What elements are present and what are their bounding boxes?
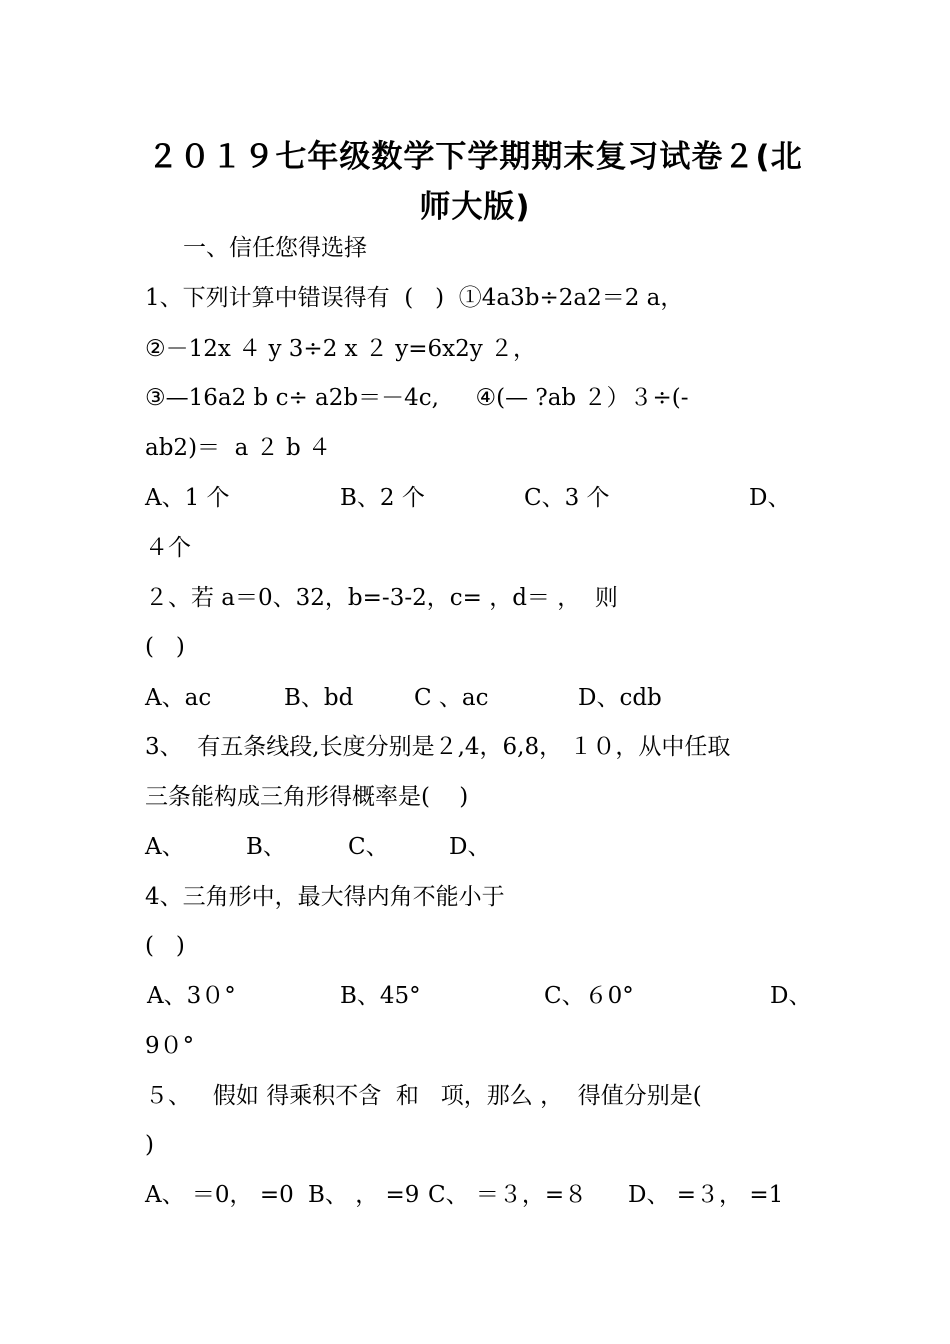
q5-option-a: A、 ＝0， =0: [145, 1182, 294, 1208]
q1-option-a: A、1 个: [145, 485, 230, 511]
q1-line-3: ③—16a2 b c÷ a2b＝－4c, ④(— ?ab ２）３÷(-: [145, 385, 689, 411]
q3-option-b: B、: [246, 834, 286, 860]
q3-option-a: A、: [145, 834, 185, 860]
q1-option-d-continued: ４个: [145, 535, 191, 561]
q4-option-a: A、3０°: [147, 983, 236, 1009]
q5-line-2: ): [145, 1132, 154, 1158]
q3-option-d: D、: [449, 834, 491, 860]
q4-option-d: D、: [770, 983, 812, 1009]
q2-option-b: B、bd: [284, 685, 354, 711]
q1-line-2: ②－12x ４ y 3÷2 x ２ y=6x2y ２，: [145, 336, 537, 362]
q2-line-2: ( ): [145, 634, 185, 660]
q4-option-b: B、45°: [340, 983, 421, 1009]
q5-option-c: C、 ＝３，=８: [428, 1182, 588, 1208]
q1-line-1: 1、下列计算中错误得有 ( ) ①4a3b÷2a2＝2 a，: [145, 285, 684, 311]
q2-option-c: C 、ac: [414, 685, 489, 711]
q2-option-a: A、ac: [145, 685, 212, 711]
q5-line-1: ５、 假如 得乘积不含 和 项，那么 ， 得值分别是(: [145, 1083, 702, 1109]
q3-line-1: 3、 有五条线段,长度分别是２,4，6,8， １０，从中任取: [145, 734, 731, 760]
q1-option-d: D、: [749, 485, 791, 511]
q5-option-d: D、 =３， =1: [628, 1182, 784, 1208]
q2-option-d: D、cdb: [578, 685, 662, 711]
section-heading: 一、信任您得选择: [183, 235, 367, 261]
q4-option-c: C、６0°: [544, 983, 634, 1009]
document-title-line-2: 师大版): [419, 189, 531, 225]
q4-line-2: ( ): [145, 933, 185, 959]
document-title-line-1: ２０１９七年级数学下学期期末复习试卷２(北: [147, 139, 803, 175]
q3-line-2: 三条能构成三角形得概率是( ): [145, 784, 469, 810]
q2-line-1: ２、若 a＝0、32，b=-3-2，c= ，d＝ ， 则: [145, 585, 618, 611]
q1-line-4: ab2)＝ a ２ b ４: [145, 435, 332, 461]
q4-line-1: 4、三角形中，最大得内角不能小于: [145, 884, 505, 910]
q4-option-d-continued: 9０°: [145, 1033, 195, 1059]
q3-option-c: C、: [348, 834, 389, 860]
q5-option-b: B、 ， =9: [308, 1182, 420, 1208]
q1-option-b: B、2 个: [340, 485, 425, 511]
q1-option-c: C、3 个: [524, 485, 610, 511]
